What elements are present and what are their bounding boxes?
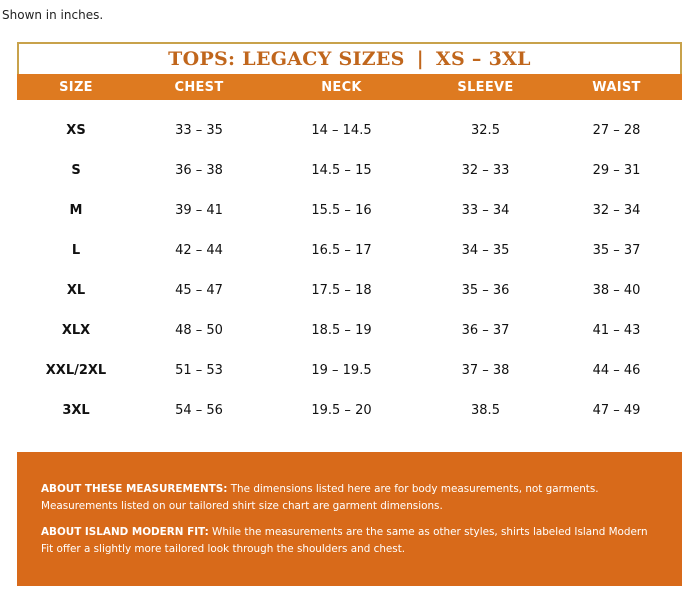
chest-cell: 33 – 35 [175, 122, 223, 138]
info-box [17, 452, 682, 586]
neck-cell: 14 – 14.5 [311, 122, 372, 138]
chart-title-left: TOPS: LEGACY SIZES [168, 48, 405, 70]
waist-cell: 47 – 49 [592, 402, 641, 418]
waist-cell: 29 – 31 [592, 162, 641, 178]
chest-cell: 51 – 53 [175, 362, 223, 378]
table-row [17, 270, 682, 310]
waist-cell: 35 – 37 [592, 242, 641, 258]
chest-cell: 45 – 47 [175, 282, 223, 298]
measurements-heading: ABOUT THESE MEASUREMENTS: [41, 483, 228, 495]
size-cell: 3XL [62, 402, 90, 418]
chest-cell: 39 – 41 [175, 202, 223, 218]
waist-cell: 44 – 46 [592, 362, 641, 378]
neck-cell: 19 – 19.5 [311, 362, 372, 378]
neck-cell: 17.5 – 18 [311, 282, 372, 298]
measurements-text: The dimensions listed here are for body measurements, not garments. Measurements listed on our tailored shirt size chart are garment dimensions. [41, 483, 599, 512]
chart-title-right: XS – 3XL [435, 48, 531, 70]
column-header-sleeve: SLEEVE [457, 79, 514, 95]
size-cell: M [69, 202, 83, 218]
size-cell: XS [66, 122, 86, 138]
measurements-paragraph [41, 481, 658, 515]
table-row [17, 350, 682, 390]
table-row [17, 110, 682, 150]
waist-cell: 27 – 28 [592, 122, 641, 138]
table-row [17, 390, 682, 430]
chart-title-separator: | [416, 48, 424, 70]
size-cell: S [71, 162, 81, 178]
neck-cell: 15.5 – 16 [311, 202, 372, 218]
chest-cell: 48 – 50 [175, 322, 223, 338]
chest-cell: 36 – 38 [175, 162, 223, 178]
table-row [17, 150, 682, 190]
sleeve-cell: 33 – 34 [461, 202, 510, 218]
table-row [17, 190, 682, 230]
waist-cell: 38 – 40 [592, 282, 641, 298]
neck-cell: 18.5 – 19 [311, 322, 372, 338]
fit-heading: ABOUT ISLAND MODERN FIT: [41, 526, 209, 538]
size-cell: XL [66, 282, 86, 298]
sleeve-cell: 32.5 [471, 122, 500, 138]
table-row [17, 310, 682, 350]
chest-cell: 54 – 56 [175, 402, 223, 418]
size-chart [17, 42, 682, 430]
waist-cell: 32 – 34 [592, 202, 641, 218]
neck-cell: 19.5 – 20 [311, 402, 372, 418]
sleeve-cell: 34 – 35 [461, 242, 510, 258]
units-note: Shown in inches. [2, 8, 104, 22]
size-cell: XXL/2XL [45, 362, 107, 378]
chart-title [17, 42, 682, 74]
column-header-waist: WAIST [592, 79, 641, 95]
column-header-size: SIZE [59, 79, 93, 95]
table-body [17, 110, 682, 430]
table-row [17, 230, 682, 270]
chest-cell: 42 – 44 [175, 242, 223, 258]
fit-text: While the measurements are the same as other styles, shirts labeled Island Modern Fit offer a slightly more tailored look through the shoulders and chest. [41, 526, 648, 555]
column-header-neck: NECK [321, 79, 362, 95]
size-cell: L [71, 242, 81, 258]
table-header [17, 74, 682, 100]
sleeve-cell: 36 – 37 [461, 322, 510, 338]
neck-cell: 14.5 – 15 [311, 162, 372, 178]
size-cell: XLX [61, 322, 91, 338]
sleeve-cell: 35 – 36 [461, 282, 510, 298]
neck-cell: 16.5 – 17 [311, 242, 372, 258]
fit-paragraph [41, 524, 658, 558]
sleeve-cell: 37 – 38 [461, 362, 510, 378]
sleeve-cell: 38.5 [471, 402, 500, 418]
waist-cell: 41 – 43 [592, 322, 641, 338]
column-header-chest: CHEST [174, 79, 224, 95]
sleeve-cell: 32 – 33 [461, 162, 510, 178]
